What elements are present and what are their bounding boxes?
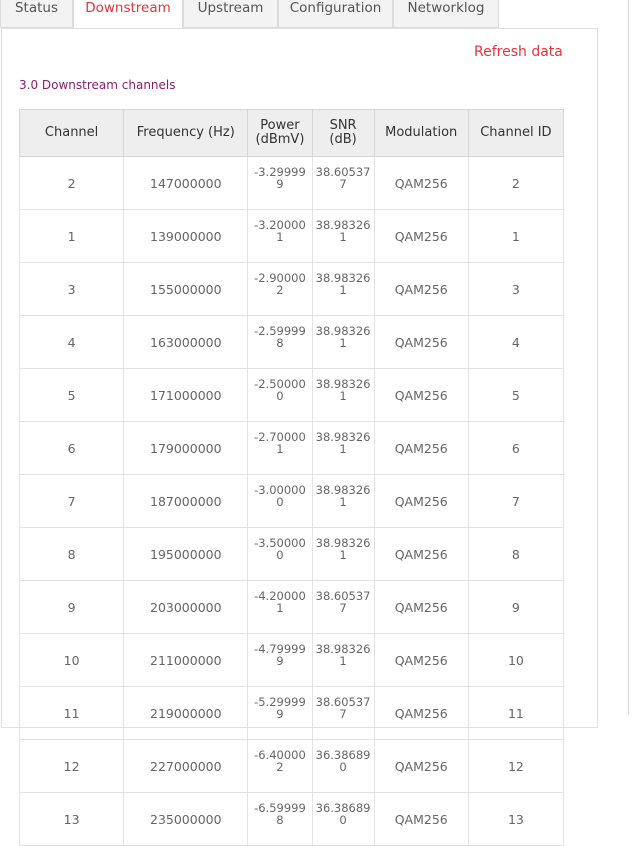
table-row [20,687,564,740]
cell-power: -2.599998 [248,316,312,369]
table-row [20,210,564,263]
column-header-frequency: Frequency (Hz) [124,110,248,157]
cell-frequency: 147000000 [124,157,248,210]
cell-modulation: QAM256 [374,263,468,316]
cell-frequency: 219000000 [124,687,248,740]
cell-channel: 8 [20,528,124,581]
cell-snr: 38.605377 [312,687,374,740]
cell-snr: 38.983261 [312,210,374,263]
cell-channel: 1 [20,210,124,263]
cell-frequency: 163000000 [124,316,248,369]
tab-networklog[interactable]: Networklog [393,0,499,28]
cell-modulation: QAM256 [374,793,468,846]
table-row [20,634,564,687]
cell-power: -6.599998 [248,793,312,846]
cell-channel-id: 2 [468,157,563,210]
table-row [20,528,564,581]
cell-snr: 36.386890 [312,793,374,846]
cell-frequency: 155000000 [124,263,248,316]
column-header-channel: Channel [20,110,124,157]
cell-channel: 9 [20,581,124,634]
cell-power: -3.200001 [248,210,312,263]
cell-power: -2.900002 [248,263,312,316]
cell-modulation: QAM256 [374,634,468,687]
cell-snr: 38.983261 [312,528,374,581]
table-row [20,740,564,793]
cell-modulation: QAM256 [374,157,468,210]
refresh-data-link[interactable]: Refresh data [474,44,563,60]
cell-channel: 13 [20,793,124,846]
cell-channel-id: 11 [468,687,563,740]
section-title: 3.0 Downstream channels [19,78,176,92]
cell-channel-id: 6 [468,422,563,475]
column-header-snr: SNR (dB) [312,110,374,157]
cell-frequency: 235000000 [124,793,248,846]
cell-channel: 4 [20,316,124,369]
page-frame-edge [628,0,640,715]
cell-channel: 7 [20,475,124,528]
cell-channel: 12 [20,740,124,793]
cell-snr: 36.386890 [312,740,374,793]
cell-channel-id: 3 [468,263,563,316]
cell-modulation: QAM256 [374,475,468,528]
downstream-channels-table [19,109,564,846]
cell-snr: 38.983261 [312,422,374,475]
table-row [20,263,564,316]
cell-frequency: 171000000 [124,369,248,422]
cell-frequency: 203000000 [124,581,248,634]
cell-channel: 10 [20,634,124,687]
cell-channel: 3 [20,263,124,316]
cell-channel: 11 [20,687,124,740]
cell-power: -5.299999 [248,687,312,740]
cell-frequency: 211000000 [124,634,248,687]
cell-power: -6.400002 [248,740,312,793]
cell-modulation: QAM256 [374,316,468,369]
tab-status[interactable]: Status [0,0,73,28]
cell-channel: 5 [20,369,124,422]
cell-channel-id: 5 [468,369,563,422]
cell-snr: 38.983261 [312,263,374,316]
cell-channel: 6 [20,422,124,475]
cell-snr: 38.605377 [312,581,374,634]
table-header-row [20,110,564,157]
cell-snr: 38.983261 [312,634,374,687]
cell-channel-id: 9 [468,581,563,634]
tab-downstream[interactable]: Downstream [73,0,183,29]
cell-frequency: 227000000 [124,740,248,793]
cell-modulation: QAM256 [374,687,468,740]
column-header-modulation: Modulation [374,110,468,157]
table-row [20,316,564,369]
table-row [20,422,564,475]
cell-channel-id: 13 [468,793,563,846]
cell-snr: 38.983261 [312,316,374,369]
column-header-power: Power (dBmV) [248,110,312,157]
cell-channel-id: 1 [468,210,563,263]
cell-power: -4.200001 [248,581,312,634]
cell-channel: 2 [20,157,124,210]
cell-modulation: QAM256 [374,369,468,422]
cell-channel-id: 12 [468,740,563,793]
cell-snr: 38.983261 [312,475,374,528]
cell-power: -2.700001 [248,422,312,475]
cell-power: -3.500000 [248,528,312,581]
cell-power: -2.500000 [248,369,312,422]
tab-configuration[interactable]: Configuration [278,0,393,28]
cell-modulation: QAM256 [374,422,468,475]
tab-bar [0,0,600,28]
cell-frequency: 187000000 [124,475,248,528]
tab-upstream[interactable]: Upstream [183,0,278,28]
cell-frequency: 195000000 [124,528,248,581]
cell-modulation: QAM256 [374,581,468,634]
cell-channel-id: 10 [468,634,563,687]
table-row [20,157,564,210]
cell-channel-id: 8 [468,528,563,581]
table-row [20,793,564,846]
table-row [20,581,564,634]
cell-power: -3.299999 [248,157,312,210]
cell-power: -3.000000 [248,475,312,528]
cell-snr: 38.983261 [312,369,374,422]
cell-power: -4.799999 [248,634,312,687]
cell-frequency: 179000000 [124,422,248,475]
cell-modulation: QAM256 [374,740,468,793]
table-row [20,475,564,528]
cell-modulation: QAM256 [374,528,468,581]
cell-channel-id: 7 [468,475,563,528]
cell-channel-id: 4 [468,316,563,369]
cell-snr: 38.605377 [312,157,374,210]
column-header-channel-id: Channel ID [468,110,563,157]
cell-modulation: QAM256 [374,210,468,263]
table-row [20,369,564,422]
cell-frequency: 139000000 [124,210,248,263]
